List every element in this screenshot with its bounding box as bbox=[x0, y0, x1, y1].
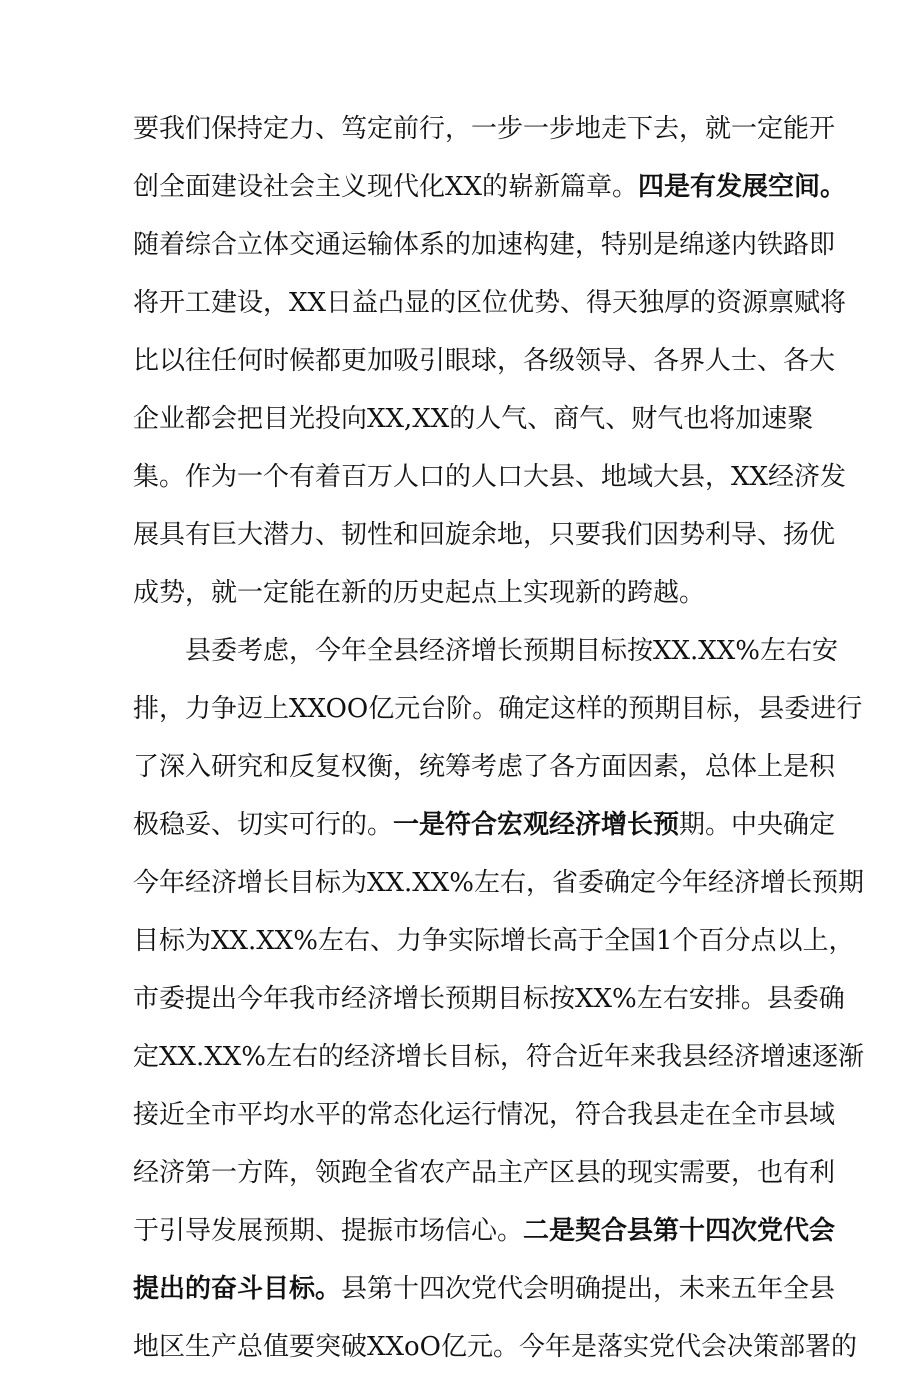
text-segment: 比以往任何时候都更加吸引眼球，各级领导、各界人士、各大 bbox=[133, 346, 836, 376]
text-segment: 成势，就一定能在新的历史起点上实现新的跨越。 bbox=[133, 578, 706, 608]
document-body bbox=[133, 100, 865, 1376]
text-line bbox=[133, 274, 847, 332]
text-segment: 创全面建设社会主义现代化XX的崭新篇章。 bbox=[133, 172, 639, 202]
text-line bbox=[133, 1260, 836, 1318]
text-line bbox=[133, 738, 836, 796]
text-line bbox=[133, 158, 847, 216]
text-line bbox=[133, 1028, 865, 1086]
bold-text: 提出的奋斗目标。 bbox=[133, 1274, 342, 1304]
text-segment: 随着综合立体交通运输体系的加速构建，特别是绵遂内铁路即 bbox=[133, 230, 836, 260]
text-line bbox=[133, 680, 863, 738]
text-line bbox=[133, 622, 839, 680]
bold-text: 四是有发展空间。 bbox=[638, 172, 847, 202]
text-segment: 期。中央确定 bbox=[679, 810, 836, 840]
text-line bbox=[133, 506, 836, 564]
text-line bbox=[133, 970, 845, 1028]
bold-text: 一是符合宏观经济增长预 bbox=[393, 810, 680, 840]
text-segment: 排，力争迈上XXOO亿元台阶。确定这样的预期目标，县委进行 bbox=[133, 694, 863, 724]
bold-text: 二是契合县第十四次党代会 bbox=[523, 1216, 836, 1246]
text-segment: 将开工建设，XX日益凸显的区位优势、得天独厚的资源禀赋将 bbox=[133, 288, 847, 318]
text-line bbox=[133, 1144, 836, 1202]
text-segment: 企业都会把目光投向XX,XX的人气、商气、财气也将加速聚 bbox=[133, 404, 814, 434]
text-segment: 于引导发展预期、提振市场信心。 bbox=[133, 1216, 524, 1246]
text-segment: 集。作为一个有着百万人口的人口大县、地域大县，XX经济发 bbox=[133, 462, 847, 492]
text-line bbox=[133, 1202, 836, 1260]
text-line bbox=[133, 1318, 857, 1376]
text-segment: 市委提出今年我市经济增长预期目标按XX%左右安排。县委确 bbox=[133, 984, 845, 1014]
text-segment: 县委考虑，今年全县经济增长预期目标按XX.XX%左右安 bbox=[185, 636, 839, 666]
text-line bbox=[133, 564, 773, 622]
text-segment: 定XX.XX%左右的经济增长目标，符合近年来我县经济增速逐渐 bbox=[133, 1042, 865, 1072]
text-line bbox=[133, 912, 855, 970]
text-line bbox=[133, 854, 865, 912]
text-line bbox=[133, 390, 814, 448]
text-segment: 经济第一方阵，领跑全省农产品主产区县的现实需要，也有利 bbox=[133, 1158, 836, 1188]
text-segment: 接近全市平均水平的常态化运行情况，符合我县走在全市县域 bbox=[133, 1100, 836, 1130]
text-segment: 县第十四次党代会明确提出，未来五年全县 bbox=[341, 1274, 836, 1304]
text-line bbox=[133, 100, 836, 158]
text-segment: 了深入研究和反复权衡，统筹考虑了各方面因素，总体上是积 bbox=[133, 752, 836, 782]
text-line bbox=[133, 216, 836, 274]
text-segment: 要我们保持定力、笃定前行，一步一步地走下去，就一定能开 bbox=[133, 114, 836, 144]
text-line bbox=[133, 332, 836, 390]
text-line bbox=[133, 1086, 836, 1144]
paragraph bbox=[133, 100, 847, 622]
paragraph bbox=[133, 622, 865, 1376]
text-segment: 极稳妥、切实可行的。 bbox=[133, 810, 394, 840]
text-segment: 地区生产总值要突破XXoO亿元。今年是落实党代会决策部署的 bbox=[133, 1332, 857, 1362]
text-line bbox=[133, 448, 847, 506]
text-segment: 展具有巨大潜力、韧性和回旋余地，只要我们因势利导、扬优 bbox=[133, 520, 836, 550]
text-line bbox=[133, 796, 836, 854]
text-segment: 今年经济增长目标为XX.XX%左右，省委确定今年经济增长预期 bbox=[133, 868, 865, 898]
text-segment: 目标为XX.XX%左右、力争实际增长高于全国1个百分点以上， bbox=[133, 926, 855, 956]
